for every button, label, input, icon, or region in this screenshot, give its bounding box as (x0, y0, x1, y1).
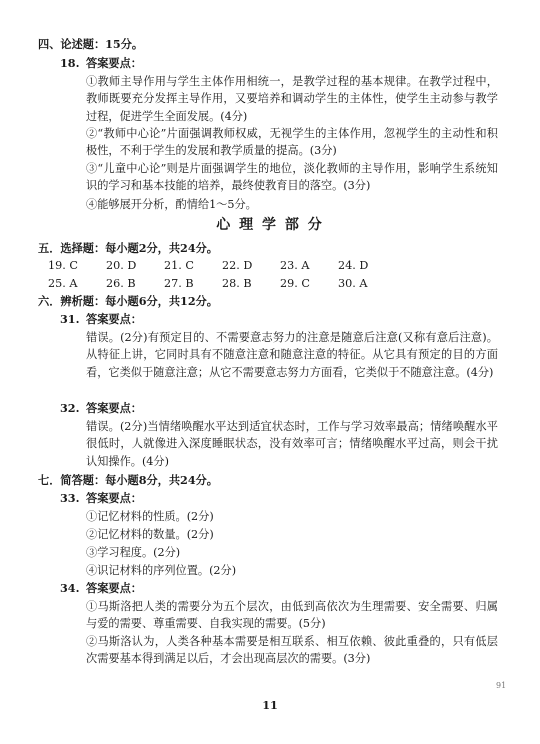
choice-answers-row-1 (48, 257, 468, 274)
psychology-part-title: 心 理 学 部 分 (216, 217, 324, 233)
answer-27: 27. B (164, 277, 194, 290)
question-31-number: 31. (60, 312, 80, 326)
section-4-heading: 四、论述题：15分。 (38, 37, 144, 51)
section-5-heading: 五．选择题：每小题2分，共24分。 (38, 241, 218, 255)
answer-23: 23. A (280, 259, 310, 272)
answer-22: 22. D (222, 259, 253, 272)
question-34-point-1: ①马斯洛把人类的需要分为五个层次，由低到高依次为生理需要、安全需要、归属与爱的需要、尊重需要、自我实现的需要。(5分) (86, 600, 498, 631)
section-7-heading: 七．简答题：每小题8分，共24分。 (38, 473, 218, 487)
question-34-point-2: ②马斯洛认为，人类各种基本需要是相互联系、相互依赖、彼此重叠的，只有低层次需要基本得到满足以后，才会出现高层次的需要。(3分) (86, 635, 498, 666)
answer-19: 19. C (48, 259, 78, 272)
question-32-answer: 错误。(2分)当情绪唤醒水平达到适宜状态时，工作与学习效率最高；情绪唤醒水平很低时，人就像进入深度睡眠状态，没有效率可言；情绪唤醒水平过高，则会干扰认知操作。(4分) (86, 420, 498, 468)
answer-26: 26. B (106, 277, 136, 290)
question-32-answer-heading: 答案要点： (86, 401, 142, 415)
answer-21: 21. C (164, 259, 194, 272)
question-34-answer-heading: 答案要点： (86, 581, 142, 595)
question-18-point-3: ③“儿童中心论”则是片面强调学生的地位，淡化教师的主导作用，影响学生系统知识的学习和基本技能的培养，最终使教育目的落空。(3分) (86, 162, 498, 193)
question-18-point-2: ②“教师中心论”片面强调教师权威，无视学生的主体作用，忽视学生的主动性和积极性，不利于学生的发展和教学质量的提高。(3分) (86, 127, 498, 158)
choice-answers-row-2 (48, 275, 468, 292)
answer-24: 24. D (338, 259, 369, 272)
question-18-point-4: ④能够展开分析，酌情给1～5分。 (86, 198, 257, 211)
answer-30: 30. A (338, 277, 368, 290)
answer-29: 29. C (280, 277, 310, 290)
answer-20: 20. D (106, 259, 137, 272)
question-18-answer-heading: 答案要点： (86, 56, 142, 70)
question-33-point-1: ①记忆材料的性质。(2分) (86, 510, 214, 523)
question-33-number: 33. (60, 491, 80, 505)
answer-28: 28. B (222, 277, 252, 290)
question-31-answer-heading: 答案要点： (86, 312, 142, 326)
question-34-number: 34. (60, 581, 80, 595)
answer-25: 25. A (48, 277, 78, 290)
question-33-point-2: ②记忆材料的数量。(2分) (86, 528, 214, 541)
question-33-point-4: ④识记材料的序列位置。(2分) (86, 564, 237, 577)
question-18-number: 18. (60, 56, 80, 70)
question-31-answer: 错误。(2分)有预定目的、不需要意志努力的注意是随意后注意(又称有意后注意)。从特征上讲，它同时具有不随意注意和随意注意的特征。从它具有预定的目的方面看，它类似于随意注意；从它不需要意志努力方面看，它类似于不随意注意。(4分) (86, 331, 498, 379)
page-number: 11 (262, 698, 278, 712)
question-18-point-1: ①教师主导作用与学生主体作用相统一，是教学过程的基本规律。在教学过程中，教师既要充分发挥主导作用，又要培养和调动学生的主体性，使学生主动参与教学过程，促进学生全面发展。(4分) (86, 75, 498, 123)
question-33-point-3: ③学习程度。(2分) (86, 546, 181, 559)
question-32-number: 32. (60, 401, 80, 415)
question-33-answer-heading: 答案要点： (86, 491, 142, 505)
corner-mark: 91 (496, 681, 507, 690)
section-6-heading: 六．辨析题：每小题6分，共12分。 (38, 294, 218, 308)
